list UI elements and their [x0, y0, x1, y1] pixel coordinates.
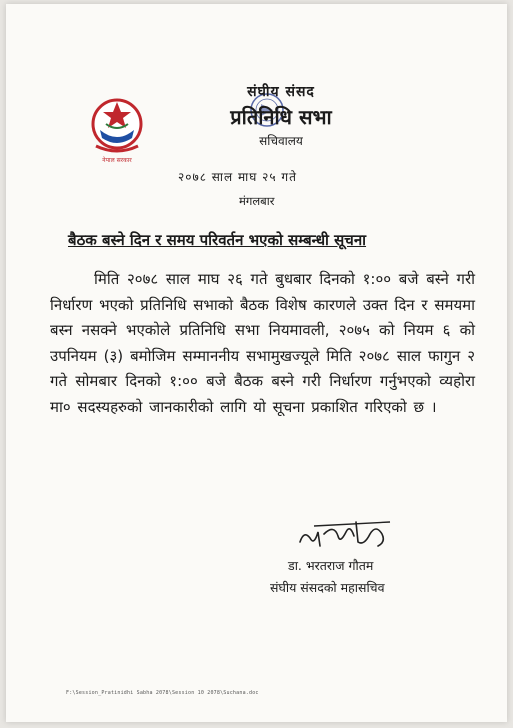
- file-path-footer: F:\Session_Pratinidhi Sabha 2078\Session 10 2078\Suchana.doc: [66, 690, 259, 696]
- secretariat-label: सचिवालय: [259, 134, 303, 148]
- notice-date: २०७८ साल माघ २५ गते: [178, 170, 298, 184]
- signatory-title: संघीय संसदको महासचिव: [270, 580, 385, 595]
- notice-day: मंगलबार: [239, 194, 275, 208]
- nepal-emblem-icon: [84, 94, 150, 166]
- house-name: प्रतिनिधि सभा: [230, 105, 332, 129]
- notice-body: मिति २०७८ साल माघ २६ गते बुधबार दिनको १:०० बजे बस्ने गरी निर्धारण भएको प्रतिनिधि सभाको बैठक विशेष कारणले उक्त दिन र समयमा बस्न नसक्ने भएकोले प्रतिनिधि सभा नियमावली, २०७५ को नियम ६ को उपनियम (३) बमोजिम सम्माननीय सभामुखज्यूले मिति २०७८ साल फागुन २ गते सोमबार दिनको १:०० बजे बैठक बस्ने गरी निर्धारण गर्नुभएको व्यहोरा मा० सदस्यहरुको जानकारीको लागि यो सूचना प्रकाशित गरिएको छ ।: [50, 270, 475, 416]
- letterhead: [166, 82, 396, 149]
- signatory-name: डा. भरतराज गौतम: [288, 558, 374, 573]
- handwritten-signature: [294, 512, 394, 556]
- notice-page: [6, 4, 507, 722]
- emblem-caption: नेपाल सरकार: [102, 157, 132, 164]
- notice-subject: बैठक बस्ने दिन र समय परिवर्तन भएको सम्बन्धी सूचना: [68, 231, 367, 249]
- federal-parliament-label: संघीय संसद: [247, 84, 315, 100]
